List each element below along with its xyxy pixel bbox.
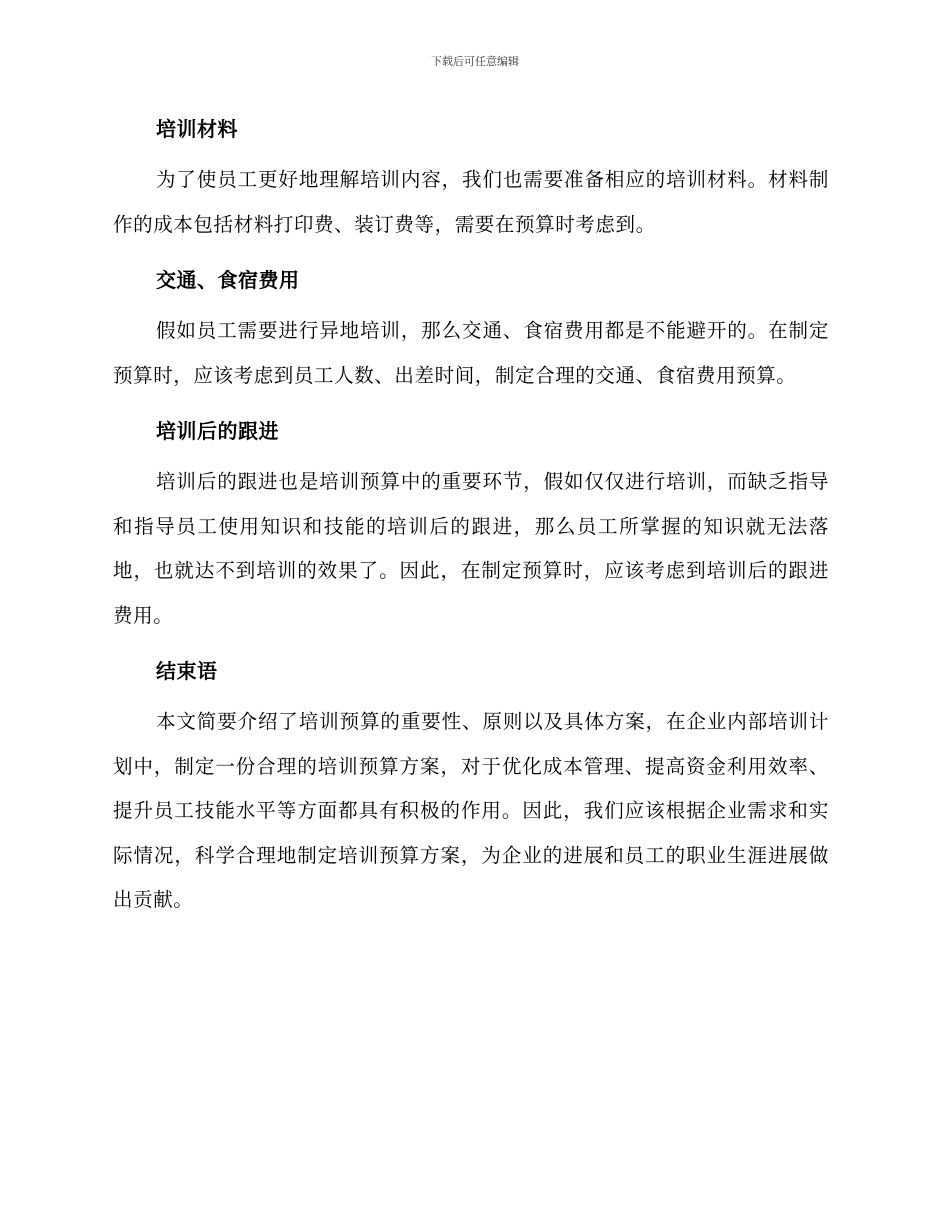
section-paragraph-travel-lodging: 假如员工需要进行异地培训，那么交通、食宿费用都是不能避开的。在制定预算时，应该考虑到员工人数、出差时间，制定合理的交通、食宿费用预算。 bbox=[113, 319, 829, 387]
section-heading-training-materials: 培训材料 bbox=[156, 117, 238, 141]
section-heading-travel-lodging: 交通、食宿费用 bbox=[156, 268, 300, 292]
section-paragraph-training-materials: 为了使员工更好地理解培训内容，我们也需要准备相应的培训材料。材料制作的成本包括材料打印费、装订费等，需要在预算时考虑到。 bbox=[113, 168, 829, 236]
section-paragraph-conclusion: 本文简要介绍了培训预算的重要性、原则以及具体方案，在企业内部培训计划中，制定一份合理的培训预算方案，对于优化成本管理、提高资金利用效率、提升员工技能水平等方面都具有积极的作用。因此，我们应该根据企业需求和实际情况，科学合理地制定培训预算方案，为企业的进展和员工的职业生涯进展做出贡献。 bbox=[113, 710, 829, 911]
section-paragraph-follow-up: 培训后的跟进也是培训预算中的重要环节，假如仅仅进行培训，而缺乏指导和指导员工使用知识和技能的培训后的跟进，那么员工所掌握的知识就无法落地，也就达不到培训的效果了。因此，在制定预算时，应该考虑到培训后的跟进费用。 bbox=[113, 470, 829, 627]
section-heading-conclusion: 结束语 bbox=[156, 659, 218, 683]
document-body bbox=[113, 112, 829, 923]
section-heading-follow-up: 培训后的跟进 bbox=[156, 419, 279, 443]
page-header: 下载后可任意编辑 bbox=[431, 55, 519, 68]
